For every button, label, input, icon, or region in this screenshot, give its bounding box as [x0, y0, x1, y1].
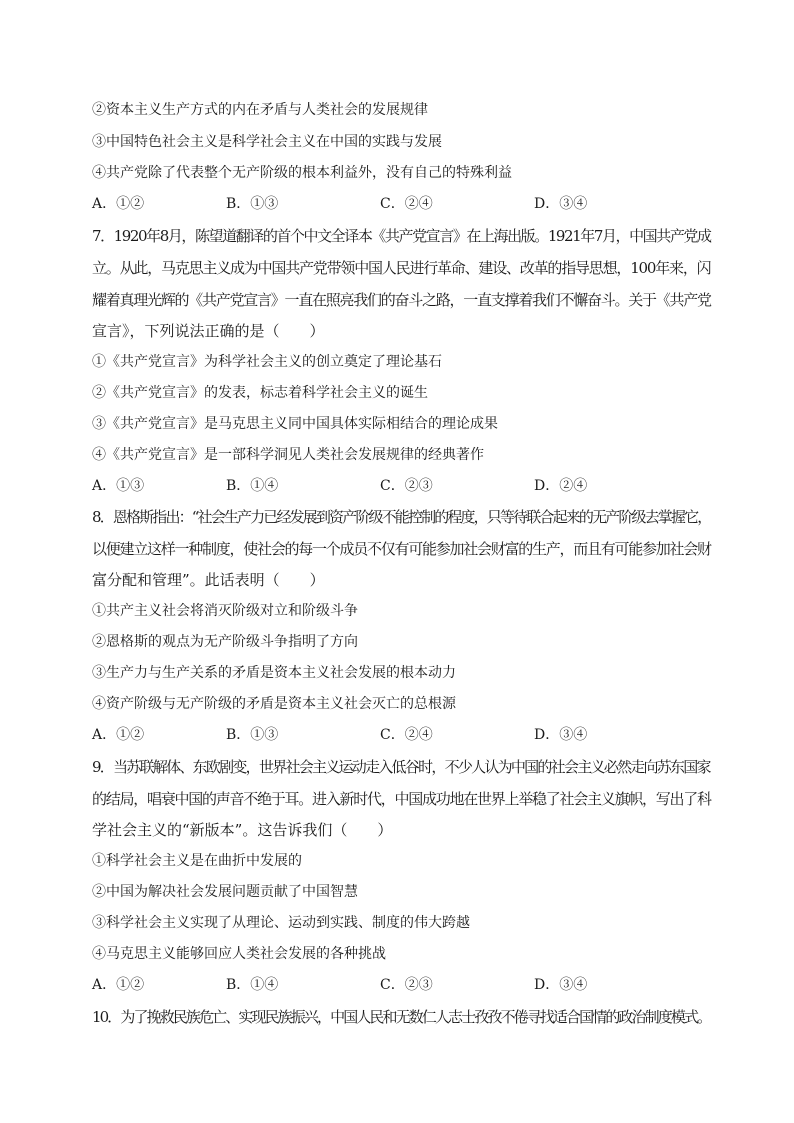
q8-item-1: ①共产主义社会将消灭阶级对立和阶级斗争: [92, 603, 358, 619]
q7-item-4: ④《共产党宣言》是一部科学洞见人类社会发展规律的经典著作: [92, 447, 484, 463]
q8-stem-line: 以便建立这样一种制度，使社会的每一个成员不仅有可能参加社会财富的生产，而且有可能参加社会财: [92, 540, 711, 558]
q8-option-b: B．①③: [226, 727, 279, 743]
q6-item-3: ③中国特色社会主义是科学社会主义在中国的实践与发展: [92, 134, 442, 150]
q9-option-d: D．③④: [534, 977, 588, 993]
q10-stem-line: 10．为了挽救民族危亡、实现民族振兴，中国人民和无数仁人志士孜孜不倦寻找适合国情的政治制度模式。: [92, 1008, 711, 1026]
q9-item-1: ①科学社会主义是在曲折中发展的: [92, 853, 302, 869]
q8-item-3: ③生产力与生产关系的矛盾是资本主义社会发展的根本动力: [92, 665, 456, 681]
q8-stem-line: 8．恩格斯指出：“社会生产力已经发展到资产阶级不能控制的程度，只等待联合起来的无产阶级去掌握它，: [92, 508, 711, 526]
q7-item-3: ③《共产党宣言》是马克思主义同中国具体实际相结合的理论成果: [92, 416, 498, 432]
q6-option-c: C．②④: [380, 196, 433, 212]
q6-item-4: ④共产党除了代表整个无产阶级的根本利益外，没有自己的特殊利益: [92, 165, 512, 181]
q8-option-d: D．③④: [534, 727, 588, 743]
q7-option-d: D．②④: [534, 478, 588, 494]
q7-stem-line: 7．1920年8月，陈望道翻译的首个中文全译本《共产党宣言》在上海出版。1921年7月，中国共产党成: [92, 227, 711, 245]
q9-option-a: A．①②: [92, 977, 145, 993]
q7-option-a: A．①③: [92, 478, 145, 494]
q8-option-c: C．②④: [380, 727, 433, 743]
q7-stem-line: 耀着真理光辉的《共产党宣言》一直在照亮我们的奋斗之路，一直支撑着我们不懈奋斗。关于《共产党: [92, 291, 711, 309]
q9-item-4: ④马克思主义能够回应人类社会发展的各种挑战: [92, 946, 386, 962]
q8-option-a: A．①②: [92, 727, 145, 743]
q9-stem-line: 的结局，唱衰中国的声音不绝于耳。进入新时代，中国成功地在世界上举稳了社会主义旗帜，写出了科: [92, 790, 711, 808]
q9-option-c: C．②③: [380, 977, 433, 993]
q7-item-2: ②《共产党宣言》的发表，标志着科学社会主义的诞生: [92, 385, 428, 401]
q6-option-b: B．①③: [226, 196, 279, 212]
q7-stem-line: 宣言》，下列说法正确的是（ ）: [92, 322, 325, 340]
q7-option-b: B．①④: [226, 478, 279, 494]
q9-stem-line: 学社会主义的“新版本”。这告诉我们（ ）: [92, 821, 393, 839]
q8-item-4: ④资产阶级与无产阶级的矛盾是资本主义社会灭亡的总根源: [92, 696, 456, 712]
q9-item-2: ②中国为解决社会发展问题贡献了中国智慧: [92, 884, 358, 900]
q7-stem-line: 立。从此，马克思主义成为中国共产党带领中国人民进行革命、建设、改革的指导思想，100年来，闪: [92, 259, 711, 277]
q9-stem-line: 9．当苏联解体、东欧剧变，世界社会主义运动走入低谷时，不少人认为中国的社会主义必然走向苏东国家: [92, 758, 710, 776]
q9-option-b: B．①④: [226, 977, 279, 993]
q8-item-2: ②恩格斯的观点为无产阶级斗争指明了方向: [92, 634, 358, 650]
q6-item-2: ②资本主义生产方式的内在矛盾与人类社会的发展规律: [92, 102, 428, 118]
q8-stem-line: 富分配和管理”。此话表明（ ）: [92, 571, 325, 589]
q6-option-a: A．①②: [92, 196, 145, 212]
q7-option-c: C．②③: [380, 478, 433, 494]
q9-item-3: ③科学社会主义实现了从理论、运动到实践、制度的伟大跨越: [92, 915, 470, 931]
q7-item-1: ①《共产党宣言》为科学社会主义的创立奠定了理论基石: [92, 354, 442, 370]
q6-option-d: D．③④: [534, 196, 588, 212]
